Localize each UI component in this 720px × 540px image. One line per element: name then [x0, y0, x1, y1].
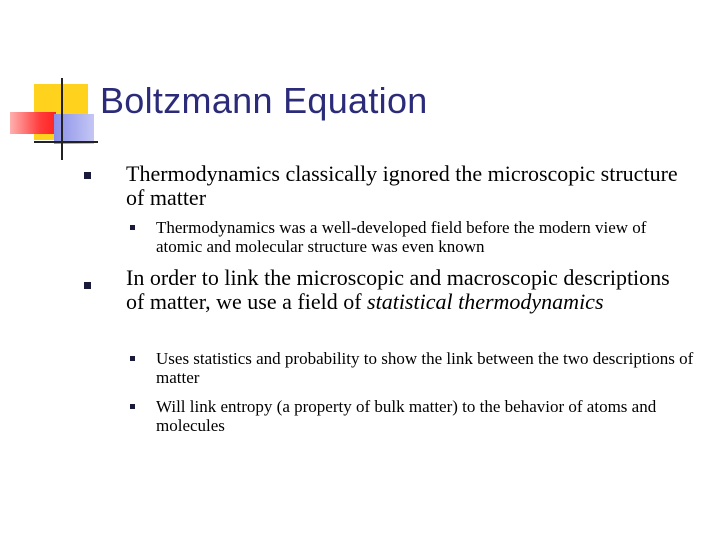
bullet-text-italic: statistical thermodynamics: [367, 289, 604, 314]
bullet-text: Thermodynamics classically ignored the microscopic structure of matter: [126, 161, 678, 210]
sub-bullet-square-icon: [130, 404, 135, 409]
slide-title: Boltzmann Equation: [100, 80, 428, 121]
sub-bullet-square-icon: [130, 225, 135, 230]
bullet-square-icon: [84, 172, 91, 179]
sub-bullet-text: Will link entropy (a property of bulk matter) to the behavior of atoms and molecules: [156, 397, 657, 435]
sub-bullet-square-icon: [130, 356, 135, 361]
bullet-text: [126, 266, 686, 314]
sub-bullet-text: Uses statistics and probability to show the link between the two descriptions of matter: [156, 349, 694, 387]
bullet-square-icon: [84, 282, 91, 289]
sub-bullet-text: Thermodynamics was a well-developed field before the modern view of atomic and molecular structure was even known: [156, 218, 647, 256]
bullet-text-regular: In order to link the microscopic and macroscopic descriptions of matter, we use a field of: [126, 265, 670, 314]
